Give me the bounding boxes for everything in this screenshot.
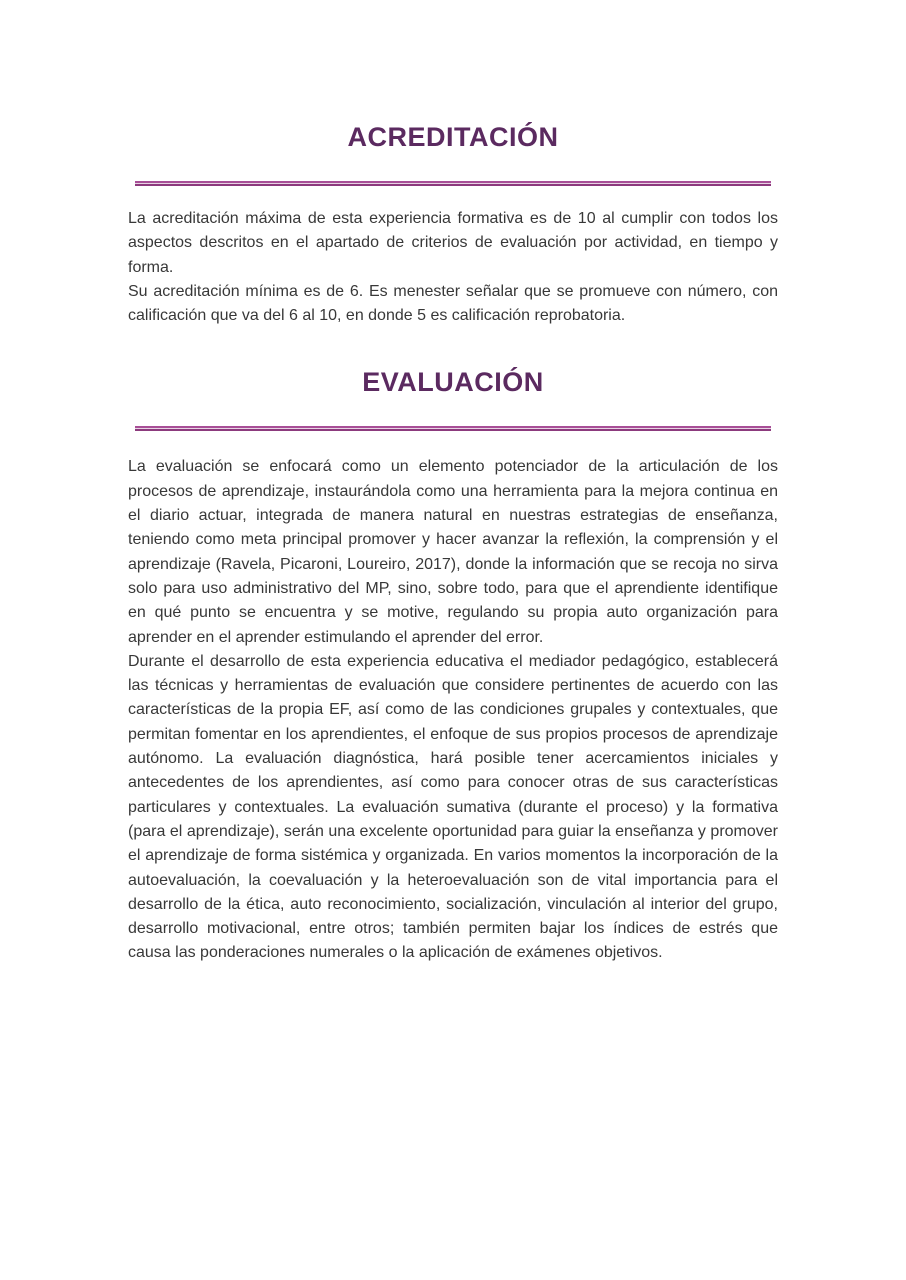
paragraph-evaluacion-enfoque: La evaluación se enfocará como un elemento potenciador de la articulación de los procesos de aprendizaje, instaurándola como una herramienta para la mejora continua en el diario actuar, integrada de manera natural en nuestras estrategias de enseñanza, teniendo como meta principal promover y hacer avanzar la reflexión, la comprensión y el aprendizaje (Ravela, Picaroni, Loureiro, 2017), donde la información que se recoja no sirva solo para uso administrativo del MP, sino, sobre todo, para que el aprendiente identifique en qué punto se encuentra y se motive, regulando su propia auto organización para aprender en el aprender estimulando el aprender del error. — [128, 458, 778, 646]
section-body — [128, 207, 778, 328]
paragraph-acreditacion-max: La acreditación máxima de esta experiencia formativa es de 10 al cumplir con todos los aspectos descritos en el apartado de criterios de evaluación por actividad, en tiempo y forma. — [128, 210, 778, 276]
section-acreditacion — [128, 0, 778, 328]
double-line-divider — [135, 181, 771, 186]
section-body — [128, 455, 778, 965]
paragraph-evaluacion-desarrollo: Durante el desarrollo de esta experiencia educativa el mediador pedagógico, establecerá las técnicas y herramientas de evaluación que considere pertinentes de acuerdo con las características de la propia EF, así como de las condiciones grupales y contextuales, que permitan fomentar en los aprendientes, el enfoque de sus propios procesos de aprendizaje autónomo. La evaluación diagnóstica, hará posible tener acercamientos iniciales y antecedentes de los aprendientes, así como para conocer otras de sus características particulares y contextuales. La evaluación sumativa (durante el proceso) y la formativa (para el aprendizaje), serán una excelente oportunidad para guiar la enseñanza y promover el aprendizaje de forma sistémica y organizada. En varios momentos la incorporación de la autoevaluación, la coevaluación y la heteroevaluación son de vital importancia para el desarrollo de la ética, auto reconocimiento, socialización, vinculación al interior del grupo, desarrollo motivacional, entre otros; también permiten bajar los índices de estrés que causa las ponderaciones numerales o la aplicación de exámenes objetivos. — [128, 652, 778, 962]
double-line-divider — [135, 426, 771, 431]
section-evaluacion — [128, 328, 778, 965]
paragraph-acreditacion-min: Su acreditación mínima es de 6. Es menester señalar que se promueve con número, con calificación que va del 6 al 10, en donde 5 es calificación reprobatoria. — [128, 282, 778, 325]
section-title-acreditacion: ACREDITACIÓN — [347, 122, 559, 152]
page-content — [128, 0, 778, 966]
section-title-evaluacion: EVALUACIÓN — [362, 367, 544, 398]
